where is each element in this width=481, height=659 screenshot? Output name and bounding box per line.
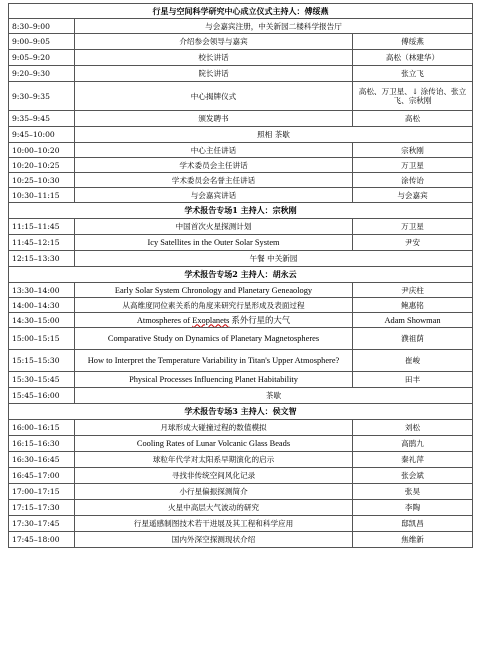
speaker-cell: 刘松 [353,420,473,436]
break-row [9,251,473,267]
schedule-row [9,283,473,298]
time-cell: 10:25–10:30 [9,173,75,188]
event-cell: 院长讲话 [75,66,353,82]
break-cell: 午餐 中关新园 [75,251,473,267]
schedule-row [9,328,473,350]
break-row [9,127,473,143]
ceremony-header: 行星与空间科学研究中心成立仪式主持人：傅绥燕 [9,4,473,19]
schedule-table [8,3,473,548]
time-cell: 11:15–11:45 [9,219,75,235]
event-cell: Comparative Study on Dynamics of Planetary Magnetospheres [75,328,353,350]
speaker-cell: 张昊 [353,484,473,500]
event-cell: 行星遥感制图技术若干进展及其工程和科学应用 [75,516,353,532]
schedule-row [9,82,473,111]
time-cell: 14:30–15:00 [9,313,75,328]
time-cell: 15:45–16:00 [9,388,75,404]
schedule-row [9,516,473,532]
speaker-cell: 高松 [353,111,473,127]
speaker-cell: 尹安 [353,235,473,251]
time-cell: 11:45–12:15 [9,235,75,251]
speaker-cell: 与会嘉宾 [353,188,473,203]
speaker-cell: 涂传诒 [353,173,473,188]
schedule-row [9,219,473,235]
speaker-cell: 万卫星 [353,219,473,235]
speaker-cell: 万卫星 [353,158,473,173]
schedule-row [9,298,473,313]
speaker-cell: 高松（林建华） [353,50,473,66]
schedule-row [9,420,473,436]
schedule-row [9,235,473,251]
speaker-cell: 鲍惠铭 [353,298,473,313]
event-cell: 小行星偏振探测简介 [75,484,353,500]
break-cell: 照相 茶歇 [75,127,473,143]
event-cell: 国内外深空探测现状介绍 [75,532,353,548]
event-cell: 球粒年代学对太阳系早期演化的启示 [75,452,353,468]
section-row [9,404,473,420]
event-cell: Atmospheres of Exoplanets 系外行星的大气 [75,313,353,328]
time-cell: 16:00–16:15 [9,420,75,436]
speaker-cell: 邸凯昌 [353,516,473,532]
event-cell: 从高维度同位素关系的角度来研究行星形成及表面过程 [75,298,353,313]
schedule-row [9,143,473,158]
event-cell: 学术委员会主任讲话 [75,158,353,173]
time-cell: 10:20–10:25 [9,158,75,173]
event-cell: 寻找非传统空间风化记录 [75,468,353,484]
event-cell: 与会嘉宾注册，中关新园二楼科学报告厅 [75,19,473,34]
time-cell: 12:15–13:30 [9,251,75,267]
speaker-cell: 傅绥燕 [353,34,473,50]
schedule-row [9,66,473,82]
time-cell: 16:30–16:45 [9,452,75,468]
schedule-row [9,436,473,452]
section-row [9,203,473,219]
speaker-cell: 李陶 [353,500,473,516]
speaker-cell: 宗秋刚 [353,143,473,158]
speaker-cell: 秦礼萍 [353,452,473,468]
speaker-cell: 高松、万卫星、↓ 涂传诒、张立飞、宗秋刚 [353,82,473,111]
event-cell: Physical Processes Influencing Planet Habitability [75,372,353,388]
speaker-cell: 田丰 [353,372,473,388]
schedule-row [9,372,473,388]
event-cell: 火星中高层大气波动的研究 [75,500,353,516]
break-cell: 茶歇 [75,388,473,404]
schedule-row [9,19,473,34]
schedule-row [9,500,473,516]
event-cell: Icy Satellites in the Outer Solar System [75,235,353,251]
schedule-body [9,4,473,548]
time-cell: 15:30–15:45 [9,372,75,388]
section-title: 学术报告专场1 主持人：宗秋刚 [9,203,473,219]
speaker-cell: 张立飞 [353,66,473,82]
time-cell: 10:00–10:20 [9,143,75,158]
time-cell: 15:15–15:30 [9,350,75,372]
event-cell: 校长讲话 [75,50,353,66]
speaker-cell: 崔峻 [353,350,473,372]
event-cell: Early Solar System Chronology and Planetary Geneaology [75,283,353,298]
time-cell: 16:45–17:00 [9,468,75,484]
event-cell: 颁发聘书 [75,111,353,127]
time-cell: 9:30–9:35 [9,82,75,111]
time-cell: 15:00–15:15 [9,328,75,350]
schedule-row [9,350,473,372]
header-row [9,4,473,19]
event-cell: 月球形成大碰撞过程的数值模拟 [75,420,353,436]
schedule-row [9,50,473,66]
time-cell: 9:35–9:45 [9,111,75,127]
speaker-cell: 尹庆柱 [353,283,473,298]
time-cell: 8:30–9:00 [9,19,75,34]
time-cell: 9:45–10:00 [9,127,75,143]
break-row [9,388,473,404]
speaker-cell: Adam Showman [353,313,473,328]
speaker-cell: 高鹃九 [353,436,473,452]
schedule-row [9,532,473,548]
schedule-row [9,484,473,500]
event-cell: 中心主任讲话 [75,143,353,158]
time-cell: 17:30–17:45 [9,516,75,532]
time-cell: 10:30–11:15 [9,188,75,203]
time-cell: 16:15–16:30 [9,436,75,452]
time-cell: 13:30–14:00 [9,283,75,298]
time-cell: 17:00–17:15 [9,484,75,500]
time-cell: 9:20–9:30 [9,66,75,82]
schedule-row [9,188,473,203]
event-cell: Cooling Rates of Lunar Volcanic Glass Beads [75,436,353,452]
schedule-row [9,158,473,173]
spellcheck-mark: Exoplanets [192,315,230,325]
time-cell: 17:45–18:00 [9,532,75,548]
event-cell: 与会嘉宾讲话 [75,188,353,203]
time-cell: 17:15–17:30 [9,500,75,516]
event-cell: 中国首次火星探测计划 [75,219,353,235]
section-title: 学术报告专场2 主持人：胡永云 [9,267,473,283]
event-cell: 中心揭牌仪式 [75,82,353,111]
schedule-row [9,111,473,127]
section-row [9,267,473,283]
event-cell: 介绍参会领导与嘉宾 [75,34,353,50]
section-title: 学术报告专场3 主持人：侯文智 [9,404,473,420]
speaker-cell: 濮祖荫 [353,328,473,350]
time-cell: 9:00–9:05 [9,34,75,50]
schedule-row [9,313,473,328]
speaker-cell: 张会斌 [353,468,473,484]
speaker-cell: 焦维新 [353,532,473,548]
time-cell: 9:05–9:20 [9,50,75,66]
schedule-row [9,173,473,188]
schedule-row [9,468,473,484]
event-cell: How to Interpret the Temperature Variability in Titan's Upper Atmosphere? [75,350,353,372]
schedule-sheet [8,3,472,548]
time-cell: 14:00–14:30 [9,298,75,313]
event-cell: 学术委员会名誉主任讲话 [75,173,353,188]
schedule-row [9,34,473,50]
schedule-row [9,452,473,468]
